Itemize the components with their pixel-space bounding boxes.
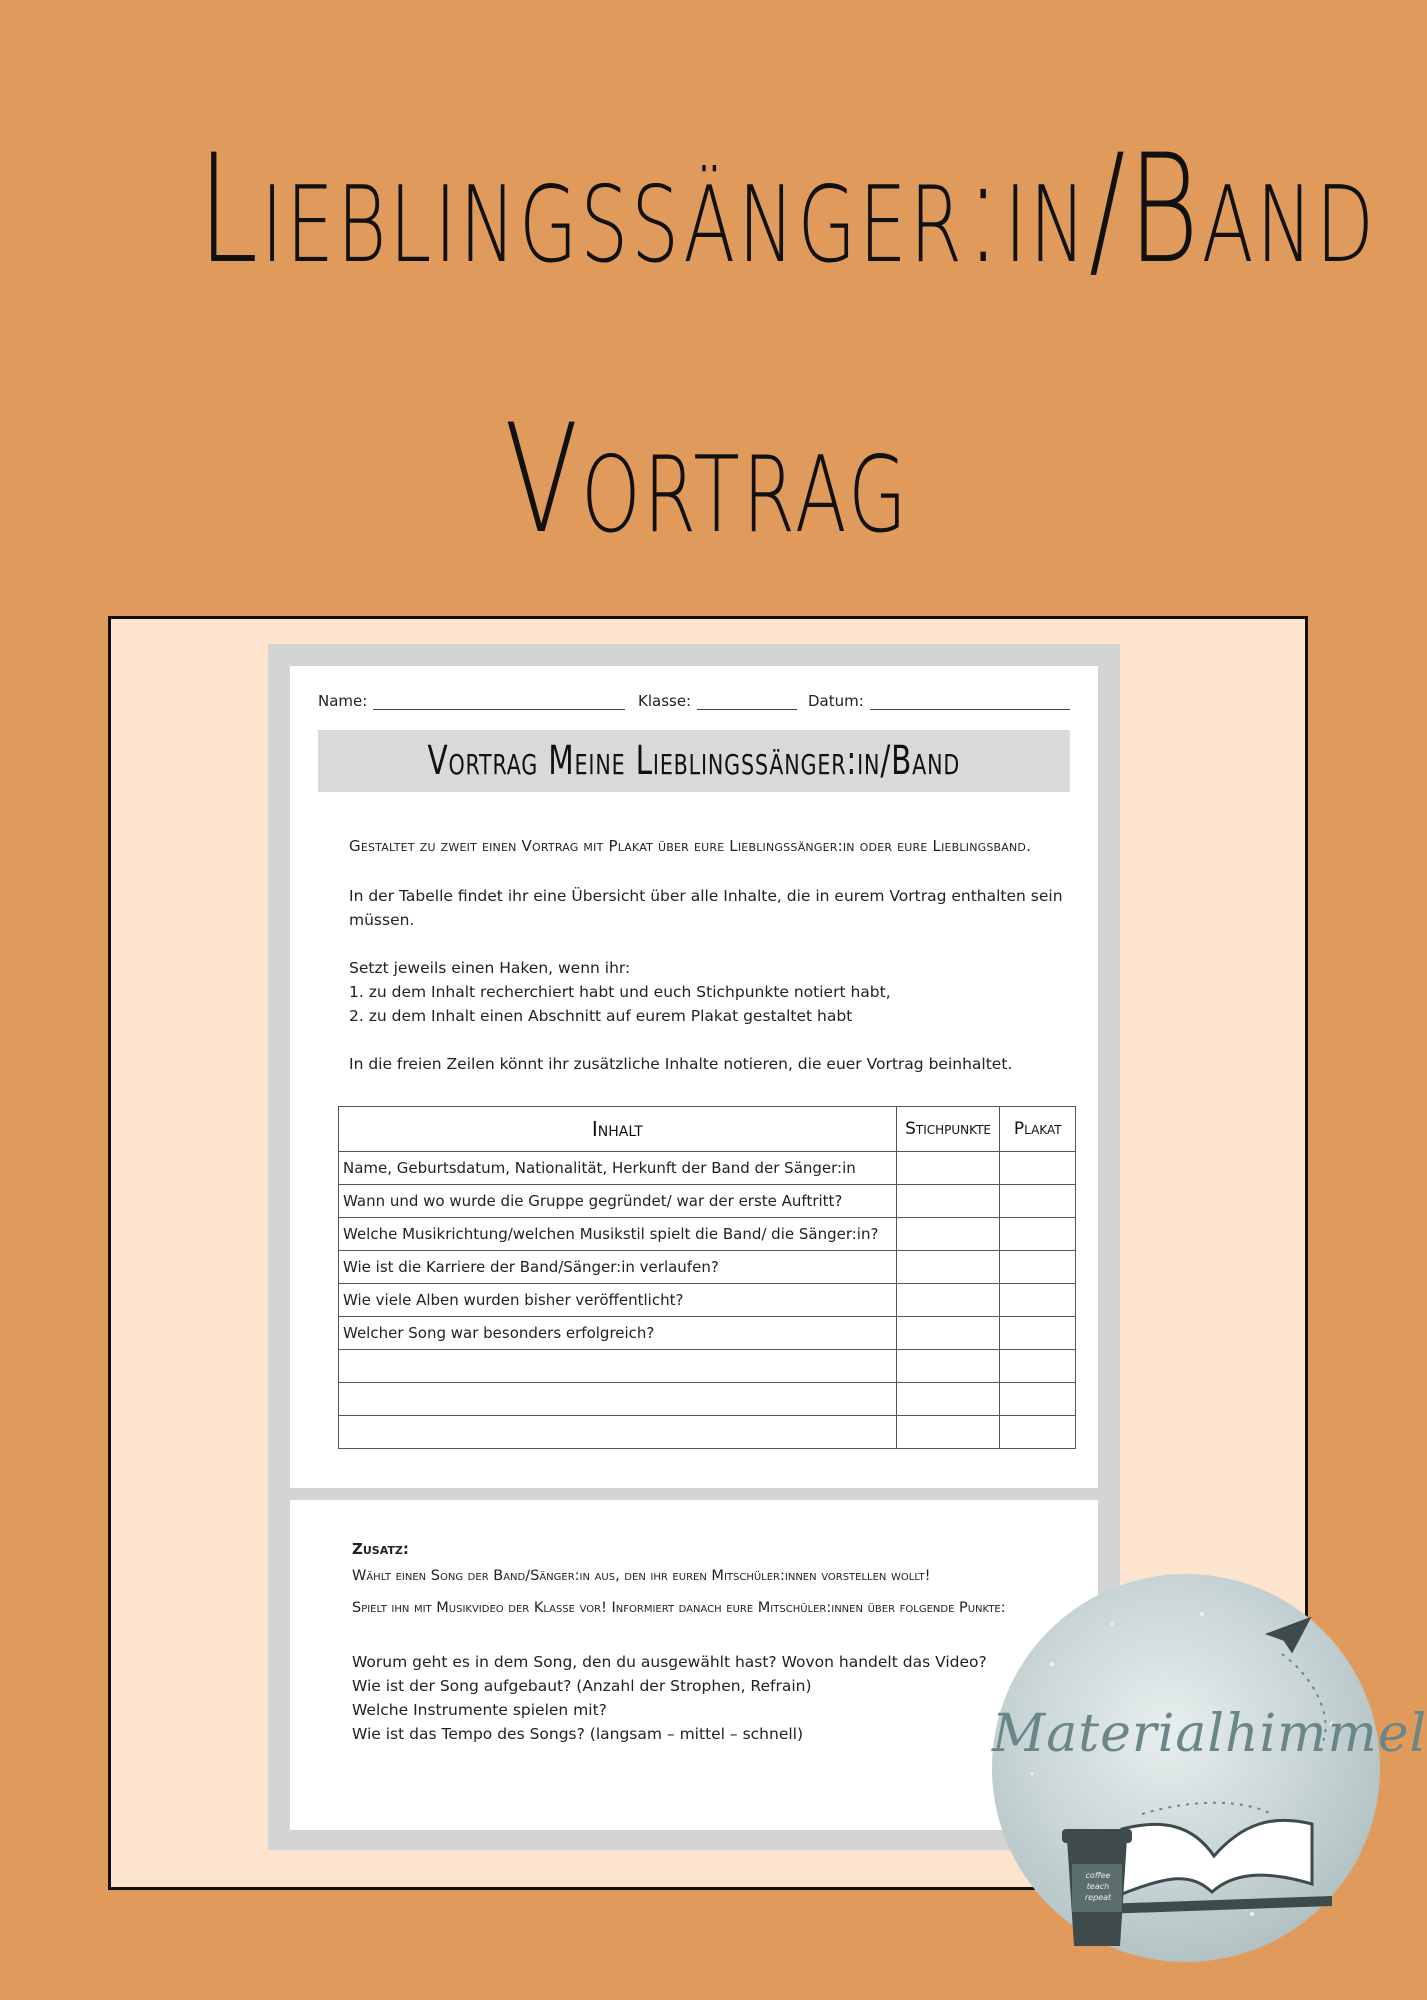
content-table <box>338 1106 1076 1449</box>
name-field <box>318 692 625 710</box>
table-row <box>339 1284 1076 1317</box>
open-book-icon <box>1102 1820 1332 1914</box>
zusatz-question-2: Wie ist der Song aufgebaut? (Anzahl der Strophen, Refrain) <box>352 1677 812 1695</box>
row-plakat-checkbox[interactable] <box>1000 1218 1076 1251</box>
row-plakat-checkbox[interactable] <box>1000 1251 1076 1284</box>
datum-field <box>808 692 1070 710</box>
row-inhalt: Wie ist die Karriere der Band/Sänger:in verlaufen? <box>339 1251 897 1284</box>
row-inhalt-empty[interactable] <box>339 1350 897 1383</box>
table-row-empty <box>339 1383 1076 1416</box>
row-inhalt-empty[interactable] <box>339 1383 897 1416</box>
intro-paragraph-1: Gestaltet zu zweit einen Vortrag mit Plakat über eure Lieblingssänger:in oder eure Lieblingsband. <box>349 837 1032 855</box>
row-stichpunkte-checkbox[interactable] <box>896 1383 1000 1416</box>
table-row-empty <box>339 1416 1076 1449</box>
row-stichpunkte-checkbox[interactable] <box>896 1416 1000 1449</box>
zusatz-question-1: Worum geht es in dem Song, den du ausgewählt hast? Wovon handelt das Video? <box>352 1653 987 1671</box>
row-plakat-checkbox[interactable] <box>1000 1416 1076 1449</box>
table-row <box>339 1185 1076 1218</box>
row-inhalt: Welche Musikrichtung/welchen Musikstil spielt die Band/ die Sänger:in? <box>339 1218 897 1251</box>
cover-title-line1: Lieblingssänger:in/Band <box>197 123 1377 297</box>
table-row <box>339 1152 1076 1185</box>
datum-line <box>870 694 1070 710</box>
row-stichpunkte-checkbox[interactable] <box>896 1317 1000 1350</box>
row-plakat-checkbox[interactable] <box>1000 1284 1076 1317</box>
intro-paragraph-3: Setzt jeweils einen Haken, wenn ihr: 1. zu dem Inhalt recherchiert habt und euch Stichpunkte notiert habt, 2. zu dem Inhalt einen Abschnitt auf eurem Plakat gestaltet habt <box>349 959 891 1025</box>
intro-paragraph-2: In der Tabelle findet ihr eine Übersicht über alle Inhalte, die in eurem Vortrag enthalten sein müssen. <box>349 887 1063 929</box>
name-label: Name: <box>318 692 368 710</box>
cover-title-line2: Vortrag <box>504 393 910 567</box>
table-row-empty <box>339 1350 1076 1383</box>
zusatz-question-4: Wie ist das Tempo des Songs? (langsam – mittel – schnell) <box>352 1725 804 1743</box>
row-inhalt-empty[interactable] <box>339 1416 897 1449</box>
header-inhalt: Inhalt <box>339 1107 897 1152</box>
table-row <box>339 1218 1076 1251</box>
table-row <box>339 1317 1076 1350</box>
logo-wordmark: Materialhimmel <box>992 1704 1427 1764</box>
table-row <box>339 1251 1076 1284</box>
row-inhalt: Wie viele Alben wurden bisher veröffentlicht? <box>339 1284 897 1317</box>
klasse-field <box>638 692 797 710</box>
row-plakat-checkbox[interactable] <box>1000 1152 1076 1185</box>
header-plakat: Plakat <box>1000 1107 1076 1152</box>
zusatz-label: Zusatz: <box>352 1540 409 1558</box>
worksheet-title: Vortrag Meine Lieblingssänger:in/Band <box>318 730 1070 792</box>
logo-cup-text: coffee teach repeat <box>1084 1871 1112 1902</box>
zusatz-line-2: Spielt ihn mit Musikvideo der Klasse vor! Informiert danach eure Mitschüler:innen über folgende Punkte: <box>352 1600 1006 1616</box>
row-plakat-checkbox[interactable] <box>1000 1317 1076 1350</box>
paper-plane-icon <box>1267 1618 1310 1652</box>
worksheet-page-bottom <box>290 1500 1098 1830</box>
worksheet-header <box>318 692 1070 716</box>
klasse-line <box>697 694 797 710</box>
header-stichpunkte: Stichpunkte <box>896 1107 1000 1152</box>
row-stichpunkte-checkbox[interactable] <box>896 1350 1000 1383</box>
table-header-row <box>339 1107 1076 1152</box>
intro-paragraph-4: In die freien Zeilen könnt ihr zusätzliche Inhalte notieren, die euer Vortrag beinhaltet. <box>349 1055 1013 1073</box>
row-stichpunkte-checkbox[interactable] <box>896 1185 1000 1218</box>
row-stichpunkte-checkbox[interactable] <box>896 1284 1000 1317</box>
row-inhalt: Welcher Song war besonders erfolgreich? <box>339 1317 897 1350</box>
zusatz-line-1: Wählt einen Song der Band/Sänger:in aus, den ihr euren Mitschüler:innen vorstellen wollt! <box>352 1568 931 1584</box>
klasse-label: Klasse: <box>638 692 692 710</box>
row-plakat-checkbox[interactable] <box>1000 1350 1076 1383</box>
datum-label: Datum: <box>808 692 864 710</box>
row-stichpunkte-checkbox[interactable] <box>896 1251 1000 1284</box>
materialhimmel-logo <box>992 1574 1427 1962</box>
row-stichpunkte-checkbox[interactable] <box>896 1152 1000 1185</box>
row-plakat-checkbox[interactable] <box>1000 1185 1076 1218</box>
zusatz-question-3: Welche Instrumente spielen mit? <box>352 1701 607 1719</box>
row-plakat-checkbox[interactable] <box>1000 1383 1076 1416</box>
logo-art <box>992 1574 1427 1962</box>
row-stichpunkte-checkbox[interactable] <box>896 1218 1000 1251</box>
row-inhalt: Name, Geburtsdatum, Nationalität, Herkunft der Band der Sänger:in <box>339 1152 897 1185</box>
row-inhalt: Wann und wo wurde die Gruppe gegründet/ war der erste Auftritt? <box>339 1185 897 1218</box>
name-line <box>373 694 625 710</box>
worksheet-page-top <box>290 666 1098 1488</box>
